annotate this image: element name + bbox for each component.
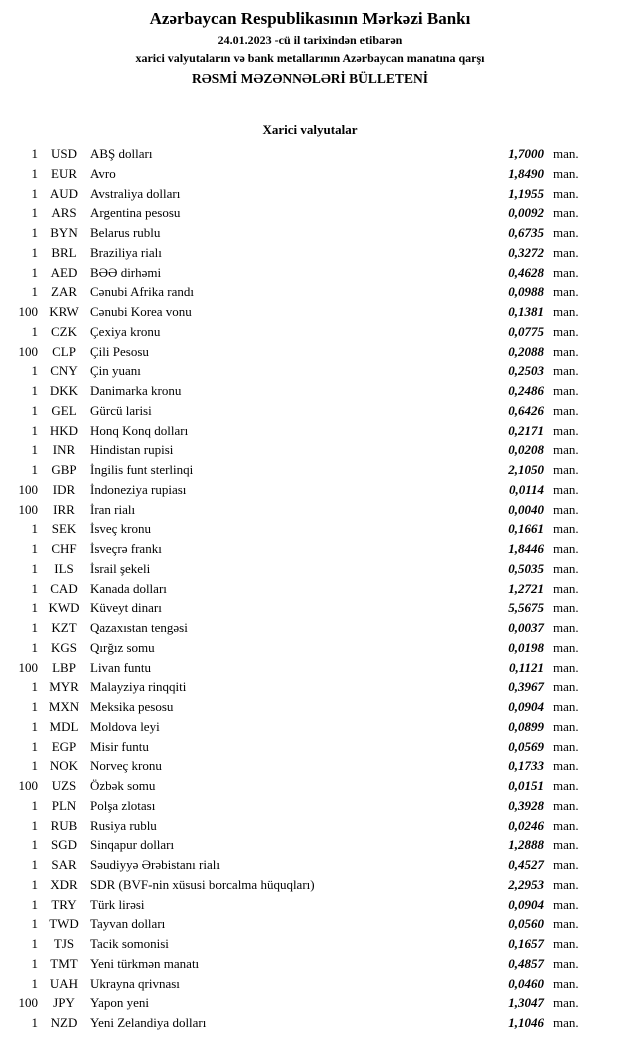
currency-row [0,519,620,539]
quantity-cell: 1 [31,383,38,398]
currency-row [0,1013,620,1033]
subtitle-line-2: RƏSMİ MƏZƏNNƏLƏRİ BÜLLETENİ [192,71,428,86]
currency-name-cell: Ukrayna qrivnası [90,975,180,991]
currency-code-cell: INR [52,442,76,458]
quantity-cell: 1 [31,225,38,240]
rate-cell: 0,5035 [508,560,544,576]
rate-cell: 0,2486 [508,383,544,398]
currency-name-cell: İsveç kronu [90,521,152,537]
unit-suffix-cell: man. [553,639,579,655]
quantity-cell: 1 [31,284,38,300]
currency-row [0,559,620,579]
rate-cell: 0,3928 [508,797,544,813]
currency-row [0,539,620,559]
currency-name-cell: Qazaxıstan tengəsi [90,620,188,635]
rate-cell: 0,0775 [508,323,544,339]
currency-row [0,460,620,480]
currency-name-cell: İndoneziya rupiası [90,481,187,497]
rate-cell: 0,1121 [508,659,544,675]
currency-code-cell: BYN [50,225,78,240]
currency-row [0,361,620,381]
currency-name-cell: Danimarka kronu [90,383,182,398]
currency-row [0,954,620,974]
unit-suffix-cell: man. [553,225,579,240]
unit-suffix-cell: man. [553,304,579,319]
currency-code-cell: EGP [51,738,77,754]
currency-name-cell: Türk lirəsi [90,896,145,912]
effective-date-line: 24.01.2023 -cü il tarixindən etibarən [217,33,403,47]
unit-suffix-cell: man. [553,383,579,398]
quantity-cell: 100 [18,481,38,497]
currency-name-cell: İsrail şekeli [90,560,151,576]
quantity-cell: 100 [18,995,38,1011]
rate-cell: 1,1955 [508,185,544,201]
rate-cell: 5,5675 [508,600,544,616]
rate-cell: 0,0460 [508,975,544,991]
rate-cell: 0,0988 [508,284,544,300]
rate-cell: 0,0092 [508,205,544,221]
rate-cell: 1,8446 [508,541,544,556]
currency-row [0,796,620,816]
currency-code-cell: ILS [54,560,74,576]
quantity-cell: 100 [18,343,38,359]
rate-cell: 0,4527 [508,857,544,872]
currency-row [0,677,620,697]
quantity-cell: 1 [31,738,38,754]
unit-suffix-cell: man. [553,205,579,221]
rate-cell: 0,1661 [508,521,544,537]
currency-name-cell: Cənubi Korea vonu [90,304,192,319]
currency-code-cell: IRR [53,501,75,517]
currency-row [0,223,620,243]
rate-cell: 0,2171 [508,422,544,438]
currency-name-cell: Yeni türkmən manatı [90,955,200,971]
unit-suffix-cell: man. [553,363,579,379]
rate-cell: 1,2721 [508,580,544,596]
quantity-cell: 1 [31,422,38,438]
currency-code-cell: KGS [50,639,77,655]
currency-row [0,184,620,204]
page-title: Azərbaycan Respublikasının Mərkəzi Bankı [149,9,471,28]
unit-suffix-cell: man. [553,955,579,971]
currency-name-cell: Avstraliya dolları [90,185,181,201]
currency-row [0,440,620,460]
quantity-cell: 100 [18,778,38,793]
currency-name-cell: Tayvan dolları [90,916,166,932]
unit-suffix-cell: man. [553,244,579,260]
quantity-cell: 1 [31,936,38,951]
currency-code-cell: TMT [50,955,78,971]
unit-suffix-cell: man. [553,462,579,477]
currency-name-cell: Polşa zlotası [90,797,156,813]
quantity-cell: 1 [31,244,38,260]
currency-code-cell: NZD [50,1015,78,1030]
currency-name-cell: Kanada dolları [90,580,167,596]
currency-name-cell: Çexiya kronu [90,323,161,339]
currency-code-cell: MXN [48,699,80,714]
currency-code-cell: JPY [53,995,75,1011]
currency-code-cell: CLP [52,343,76,359]
unit-suffix-cell: man. [553,817,579,833]
currency-row [0,480,620,500]
currency-code-cell: ARS [51,205,77,221]
quantity-cell: 1 [31,185,38,201]
quantity-cell: 1 [31,955,38,971]
currency-name-cell: İsveçrə frankı [90,541,162,556]
unit-suffix-cell: man. [553,185,579,201]
currency-row [0,342,620,362]
quantity-cell: 1 [31,600,38,616]
unit-suffix-cell: man. [553,679,579,695]
unit-suffix-cell: man. [553,896,579,912]
unit-suffix-cell: man. [553,1015,579,1030]
currency-row [0,875,620,895]
currency-name-cell: Yeni Zelandiya dolları [90,1015,207,1030]
currency-row [0,993,620,1013]
currency-code-cell: CHF [51,541,77,556]
unit-suffix-cell: man. [553,284,579,300]
currency-row [0,381,620,401]
currency-row [0,737,620,757]
currency-row [0,579,620,599]
currency-name-cell: İngilis funt sterlinqi [90,462,194,477]
unit-suffix-cell: man. [553,995,579,1011]
unit-suffix-cell: man. [553,797,579,813]
quantity-cell: 1 [31,205,38,221]
unit-suffix-cell: man. [553,501,579,517]
currency-name-cell: Sinqapur dolları [90,837,175,853]
currency-row [0,914,620,934]
quantity-cell: 1 [31,560,38,576]
currency-row [0,835,620,855]
unit-suffix-cell: man. [553,422,579,438]
rate-cell: 0,0569 [508,738,544,754]
rate-cell: 0,0560 [508,916,544,932]
quantity-cell: 1 [31,896,38,912]
currency-row [0,816,620,836]
currency-name-cell: Hindistan rupisi [90,442,174,458]
unit-suffix-cell: man. [553,323,579,339]
currency-code-cell: CNY [50,363,78,379]
quantity-cell: 1 [31,363,38,379]
currency-table [0,144,620,1033]
currency-row [0,302,620,322]
quantity-cell: 1 [31,837,38,853]
currency-row [0,322,620,342]
currency-code-cell: XDR [50,876,78,892]
rate-cell: 0,6735 [508,225,544,240]
currency-row [0,756,620,776]
unit-suffix-cell: man. [553,778,579,793]
currency-code-cell: DKK [49,383,79,398]
rate-cell: 0,0899 [508,718,544,734]
quantity-cell: 1 [31,975,38,991]
rate-cell: 0,0040 [508,501,544,517]
currency-code-cell: IDR [52,481,76,497]
currency-row [0,618,620,638]
currency-name-cell: Gürcü larisi [90,402,152,418]
unit-suffix-cell: man. [553,975,579,991]
currency-code-cell: NOK [49,758,79,774]
unit-suffix-cell: man. [553,620,579,635]
currency-code-cell: CZK [51,323,77,339]
currency-code-cell: TJS [53,936,75,951]
currency-code-cell: SAR [51,857,77,872]
quantity-cell: 1 [31,580,38,596]
unit-suffix-cell: man. [553,402,579,418]
rate-cell: 0,0208 [508,442,544,458]
currency-code-cell: HKD [49,422,79,438]
quantity-cell: 1 [31,699,38,714]
rate-cell: 0,2503 [508,363,544,379]
currency-code-cell: GBP [51,462,77,477]
quantity-cell: 1 [31,165,38,181]
currency-name-cell: Yapon yeni [90,995,149,1011]
subtitle-line-1: xarici valyutaların və bank metallarının Azərbaycan manatına qarşı [135,51,485,65]
currency-name-cell: Özbək somu [90,778,156,793]
currency-name-cell: Malayziya rinqqiti [90,679,187,695]
currency-name-cell: Çin yuanı [90,363,141,379]
quantity-cell: 1 [31,442,38,458]
currency-row [0,164,620,184]
currency-row [0,500,620,520]
currency-row [0,934,620,954]
unit-suffix-cell: man. [553,560,579,576]
currency-code-cell: AED [50,264,78,280]
currency-code-cell: TRY [51,896,77,912]
rate-cell: 2,2953 [508,876,544,892]
unit-suffix-cell: man. [553,857,579,872]
unit-suffix-cell: man. [553,738,579,754]
currency-name-cell: Tacik somonisi [90,936,169,951]
quantity-cell: 100 [18,304,38,319]
quantity-cell: 1 [31,639,38,655]
currency-name-cell: Küveyt dinarı [90,600,162,616]
currency-name-cell: SDR (BVF-nin xüsusi borcalma hüquqları) [90,876,315,892]
currency-name-cell: Honq Konq dolları [90,422,189,438]
currency-code-cell: EUR [51,165,77,181]
rate-cell: 0,0114 [508,481,544,497]
currency-name-cell: Belarus rublu [90,225,161,240]
rate-cell: 0,0198 [508,639,544,655]
currency-name-cell: Avro [90,165,116,181]
unit-suffix-cell: man. [553,659,579,675]
currency-row [0,776,620,796]
quantity-cell: 1 [31,323,38,339]
rate-cell: 0,3272 [508,244,544,260]
rate-cell: 1,7000 [508,146,544,161]
quantity-cell: 1 [31,402,38,418]
currency-name-cell: Səudiyyə Ərəbistanı rialı [90,857,220,872]
rate-cell: 0,4857 [508,955,544,971]
currency-name-cell: Moldova leyi [90,718,160,734]
quantity-cell: 1 [31,146,38,161]
currency-row [0,658,620,678]
quantity-cell: 100 [18,501,38,517]
unit-suffix-cell: man. [553,699,579,714]
currency-row [0,243,620,263]
unit-suffix-cell: man. [553,580,579,596]
currency-code-cell: SGD [50,837,77,853]
currency-code-cell: TWD [49,916,79,932]
currency-code-cell: KRW [49,304,79,319]
unit-suffix-cell: man. [553,600,579,616]
currency-code-cell: AUD [49,185,79,201]
quantity-cell: 1 [31,462,38,477]
quantity-cell: 1 [31,857,38,872]
unit-suffix-cell: man. [553,165,579,181]
unit-suffix-cell: man. [553,146,579,161]
rate-cell: 0,4628 [508,264,544,280]
currency-name-cell: Livan funtu [90,659,152,675]
currency-name-cell: Meksika pesosu [90,699,174,714]
currency-row [0,263,620,283]
currency-name-cell: Çili Pesosu [90,343,149,359]
rate-cell: 2,1050 [508,462,544,477]
rate-cell: 1,2888 [508,837,544,853]
rate-cell: 0,1733 [508,758,544,774]
quantity-cell: 1 [31,758,38,774]
currency-row [0,717,620,737]
unit-suffix-cell: man. [553,481,579,497]
currency-name-cell: Norveç kronu [90,758,162,774]
currency-code-cell: BRL [51,244,77,260]
currency-row [0,282,620,302]
quantity-cell: 1 [31,679,38,695]
unit-suffix-cell: man. [553,837,579,853]
quantity-cell: 1 [31,521,38,537]
rate-cell: 0,0904 [508,896,544,912]
currency-name-cell: Rusiya rublu [90,817,157,833]
currency-name-cell: Cənubi Afrika randı [90,284,194,300]
currency-name-cell: Braziliya rialı [90,244,162,260]
currency-row [0,598,620,618]
currency-code-cell: PLN [51,797,77,813]
currency-row [0,401,620,421]
section-title-foreign-currencies: Xarici valyutalar [262,122,358,137]
currency-name-cell: Misir funtu [90,738,149,754]
quantity-cell: 1 [31,797,38,813]
unit-suffix-cell: man. [553,916,579,932]
quantity-cell: 1 [31,817,38,833]
rate-cell: 1,1046 [508,1015,544,1030]
currency-row [0,203,620,223]
currency-name-cell: İran rialı [90,501,136,517]
rate-cell: 1,8490 [508,165,544,181]
rate-cell: 1,3047 [508,995,544,1011]
unit-suffix-cell: man. [553,541,579,556]
quantity-cell: 1 [31,876,38,892]
rate-cell: 0,1381 [508,304,544,319]
currency-code-cell: MDL [49,718,79,734]
currency-name-cell: Argentina pesosu [90,205,181,221]
quantity-cell: 1 [31,1015,38,1030]
unit-suffix-cell: man. [553,936,579,951]
currency-code-cell: SEK [51,521,77,537]
currency-code-cell: ZAR [51,284,77,300]
unit-suffix-cell: man. [553,718,579,734]
quantity-cell: 1 [31,541,38,556]
quantity-cell: 1 [31,718,38,734]
currency-code-cell: GEL [51,402,77,418]
unit-suffix-cell: man. [553,264,579,280]
currency-row [0,697,620,717]
rate-cell: 0,2088 [508,343,544,359]
currency-code-cell: LBP [52,659,76,675]
rate-cell: 0,0246 [508,817,544,833]
currency-row [0,638,620,658]
currency-code-cell: MYR [49,679,79,695]
currency-name-cell: BƏƏ dirhəmi [90,264,162,280]
currency-code-cell: CAD [50,580,78,596]
unit-suffix-cell: man. [553,521,579,537]
currency-code-cell: RUB [50,817,78,833]
quantity-cell: 1 [31,916,38,932]
quantity-cell: 1 [31,264,38,280]
unit-suffix-cell: man. [553,442,579,458]
currency-code-cell: UAH [49,975,79,991]
currency-row [0,855,620,875]
currency-row [0,895,620,915]
rate-cell: 0,6426 [508,402,544,418]
currency-row [0,421,620,441]
unit-suffix-cell: man. [553,758,579,774]
currency-name-cell: Qırğız somu [90,639,155,655]
currency-row [0,144,620,164]
unit-suffix-cell: man. [553,876,579,892]
rate-cell: 0,0904 [508,699,544,714]
quantity-cell: 1 [31,620,38,635]
quantity-cell: 100 [18,659,38,675]
currency-code-cell: USD [50,146,77,161]
rate-cell: 0,0151 [508,778,544,793]
currency-name-cell: ABŞ dolları [90,146,153,161]
rate-cell: 0,3967 [508,679,544,695]
currency-code-cell: KZT [51,620,77,635]
currency-row [0,974,620,994]
rate-cell: 0,0037 [508,620,544,635]
currency-code-cell: UZS [51,778,77,793]
currency-code-cell: KWD [48,600,80,616]
unit-suffix-cell: man. [553,343,579,359]
rate-cell: 0,1657 [508,936,544,951]
